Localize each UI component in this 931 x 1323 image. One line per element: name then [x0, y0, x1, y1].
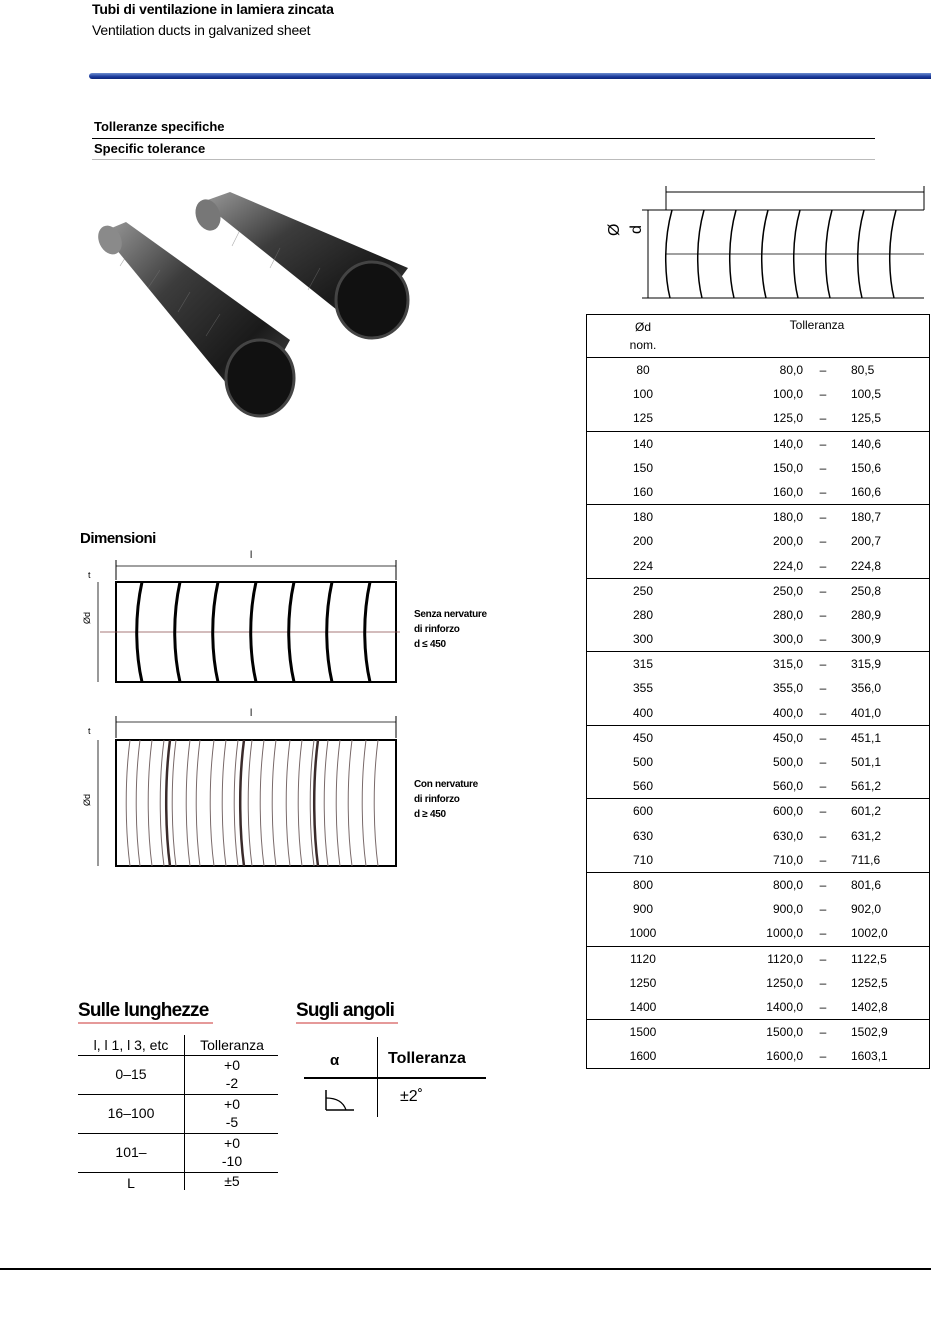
angles-title-underline — [296, 1022, 398, 1024]
table-row — [587, 799, 929, 823]
tolerance-min: 224,0 — [772, 558, 803, 573]
range-dash: – — [819, 902, 827, 917]
length-range: 0–15 — [115, 1066, 147, 1082]
tolerance-max: 1603,1 — [851, 1049, 888, 1064]
od-label: Ød — [82, 611, 92, 624]
table-row — [587, 432, 929, 456]
table-row-group — [587, 873, 929, 947]
range-dash: – — [819, 583, 827, 598]
range-dash: – — [819, 363, 827, 377]
nominal-diameter: 1000 — [629, 926, 657, 941]
nominal-diameter: 1250 — [629, 975, 657, 990]
nominal-diameter: 630 — [632, 828, 654, 843]
tolerance-min: 160,0 — [772, 484, 803, 499]
header-divider — [89, 73, 931, 79]
nominal-diameter: 315 — [632, 657, 654, 672]
table-row — [587, 750, 929, 774]
range-dash: – — [819, 926, 827, 941]
table-row — [587, 456, 929, 480]
tolerance-max: 501,1 — [851, 755, 882, 769]
tolerance-min: 355,0 — [772, 681, 803, 696]
nominal-diameter: 200 — [632, 534, 654, 549]
duct-diagram-no-ribs — [80, 548, 410, 688]
range-dash: – — [819, 828, 827, 843]
no-ribs-line3: d ≤ 450 — [414, 639, 446, 650]
tolerance-max: 224,8 — [851, 558, 882, 573]
duct-product-image — [90, 190, 420, 440]
range-dash: – — [819, 877, 827, 892]
nominal-diameter: 450 — [632, 730, 654, 745]
nominal-diameter: 1500 — [629, 1025, 657, 1040]
tolerance-min: 450,0 — [772, 730, 803, 745]
tolerance-max: 601,2 — [851, 804, 882, 819]
d-label: d — [628, 225, 645, 234]
table-row — [78, 1173, 278, 1193]
section-title-english: Specific tolerance — [94, 141, 206, 156]
range-dash: – — [819, 804, 827, 819]
range-dash: – — [819, 510, 827, 525]
lengths-title-underline — [78, 1022, 213, 1024]
range-dash: – — [819, 1049, 827, 1064]
tolerance-min: 315,0 — [772, 657, 803, 672]
tolerance-min: 1000,0 — [766, 926, 803, 941]
with-ribs-line3: d ≥ 450 — [414, 809, 446, 820]
table-row — [587, 603, 929, 627]
tolerance-column-header: Tolleranza — [789, 318, 845, 332]
length-label: l — [250, 550, 253, 561]
range-dash: – — [819, 632, 827, 647]
thickness-label: t — [88, 570, 91, 580]
table-row — [587, 554, 929, 578]
no-ribs-line2: di rinforzo — [414, 624, 460, 635]
tolerance-min: 300,0 — [772, 632, 803, 647]
table-row — [587, 873, 929, 897]
tolerance-max: 1502,9 — [851, 1025, 888, 1040]
table-row — [587, 947, 929, 971]
range-dash: – — [819, 411, 827, 426]
tolerance-max: 1002,0 — [851, 926, 888, 941]
tolerance-max: 315,9 — [851, 657, 882, 672]
range-dash: – — [819, 779, 827, 794]
with-ribs-line1: Con nervature — [414, 779, 478, 790]
table-row — [587, 579, 929, 603]
nominal-diameter: 100 — [632, 387, 654, 402]
table-row — [587, 676, 929, 700]
nominal-diameter: 300 — [632, 632, 654, 647]
table-row-group — [587, 432, 929, 506]
tolerance-max: 125,5 — [851, 411, 882, 426]
length-tolerance-value: ±5 — [224, 1173, 240, 1189]
tolerance-max: 401,0 — [851, 705, 882, 720]
table-row — [587, 824, 929, 848]
lengths-col1-header: l, l 1, l 3, etc — [93, 1037, 169, 1053]
no-ribs-label — [414, 607, 487, 652]
range-dash: – — [819, 951, 827, 966]
duct-diagram-with-ribs — [80, 706, 410, 870]
tolerance-max: 150,6 — [851, 460, 882, 475]
table-body — [587, 358, 929, 1068]
length-tolerance-plus: +0 — [224, 1096, 240, 1112]
lengths-table-header — [78, 1035, 278, 1056]
dimensions-title: Dimensioni — [80, 530, 156, 547]
nominal-diameter: 900 — [632, 902, 654, 917]
range-dash: – — [819, 730, 827, 745]
range-dash: – — [819, 999, 827, 1014]
table-row — [587, 627, 929, 651]
range-dash: – — [819, 387, 827, 402]
table-row — [587, 529, 929, 553]
no-ribs-line1: Senza nervature — [414, 609, 487, 620]
nominal-diameter: 800 — [632, 877, 654, 892]
range-dash: – — [819, 705, 827, 720]
length-range: 101– — [115, 1144, 147, 1160]
tolerance-min: 600,0 — [772, 804, 803, 819]
tolerance-min: 560,0 — [772, 779, 803, 794]
table-row-group — [587, 799, 929, 873]
nominal-diameter: 1400 — [629, 999, 657, 1014]
spiral-duct-diagram — [640, 186, 930, 304]
tolerance-max: 356,0 — [851, 681, 882, 696]
tolerance-max: 1252,5 — [851, 975, 888, 990]
tolerance-max: 1122,5 — [851, 951, 887, 966]
range-dash: – — [819, 460, 827, 475]
length-tolerance-plus: +0 — [224, 1135, 240, 1151]
tolerance-max: 561,2 — [851, 779, 882, 794]
table-row — [78, 1134, 278, 1173]
table-row — [587, 382, 929, 406]
nominal-diameter: 150 — [632, 460, 654, 475]
tolerance-min: 1400,0 — [766, 999, 803, 1014]
tolerance-min: 1500,0 — [766, 1025, 803, 1040]
nominal-diameter: 80 — [636, 363, 650, 377]
section-rule — [92, 138, 875, 139]
table-row-group — [587, 579, 929, 653]
table-row — [78, 1056, 278, 1095]
tolerance-min: 80,0 — [779, 363, 803, 377]
tolerance-min: 125,0 — [772, 411, 803, 426]
tolerance-min: 800,0 — [772, 877, 803, 892]
tolerance-max: 451,1 — [851, 730, 882, 745]
nominal-diameter: 160 — [632, 484, 654, 499]
table-header — [587, 315, 929, 358]
table-row — [587, 1020, 929, 1044]
range-dash: – — [819, 534, 827, 549]
table-row-group — [587, 358, 929, 432]
range-dash: – — [819, 558, 827, 573]
angles-title: Sugli angoli — [296, 1000, 395, 1021]
table-row — [587, 480, 929, 504]
tolerance-max: 100,5 — [851, 387, 882, 402]
diameter-tolerance-table — [586, 314, 930, 1069]
diameter-label: Ø — [606, 223, 623, 236]
table-row — [587, 774, 929, 798]
table-row-group — [587, 1020, 929, 1068]
angle-tolerance-value: ±2˚ — [400, 1088, 424, 1105]
table-row — [587, 505, 929, 529]
range-dash: – — [819, 975, 827, 990]
tolerance-min: 710,0 — [772, 852, 803, 867]
table-row — [587, 995, 929, 1019]
lengths-title: Sulle lunghezze — [78, 1000, 209, 1021]
angles-tolerance-header: Tolleranza — [388, 1050, 466, 1067]
tolerance-max: 1402,8 — [851, 999, 888, 1014]
document-title-italian: Tubi di ventilazione in lamiera zincata — [92, 1, 334, 17]
table-row — [587, 358, 929, 382]
diameter-header-label: Ød — [634, 320, 651, 334]
tolerance-min: 900,0 — [772, 902, 803, 917]
angles-table-rule — [304, 1077, 486, 1079]
tolerance-max: 711,6 — [851, 852, 881, 867]
tolerance-max: 631,2 — [851, 828, 882, 843]
tolerance-min: 1120,0 — [767, 951, 803, 966]
table-row-group — [587, 726, 929, 800]
range-dash: – — [819, 657, 827, 672]
od-label: Ød — [82, 793, 92, 806]
with-ribs-label — [414, 777, 478, 822]
with-ribs-line2: di rinforzo — [414, 794, 460, 805]
tolerance-max: 250,8 — [851, 583, 882, 598]
length-tolerance-minus: -2 — [225, 1075, 239, 1091]
nominal-diameter: 250 — [632, 583, 654, 598]
nominal-diameter: 1120 — [630, 951, 656, 966]
length-tolerance-table — [78, 1035, 278, 1193]
tolerance-min: 1600,0 — [766, 1049, 803, 1064]
table-row — [587, 701, 929, 725]
nominal-diameter: 224 — [632, 558, 654, 573]
table-row — [587, 897, 929, 921]
tolerance-max: 902,0 — [851, 902, 882, 917]
table-row — [78, 1095, 278, 1134]
nominal-diameter: 710 — [632, 852, 654, 867]
tolerance-min: 250,0 — [772, 583, 803, 598]
nominal-diameter: 400 — [632, 705, 654, 720]
length-tolerance-minus: -10 — [221, 1153, 243, 1169]
tolerance-min: 140,0 — [772, 436, 803, 451]
length-tolerance-plus: +0 — [224, 1057, 240, 1073]
diameter-column-header — [587, 318, 699, 354]
angle-icon — [322, 1088, 356, 1114]
thickness-label: t — [88, 726, 91, 736]
tolerance-max: 160,6 — [851, 484, 882, 499]
diameter-header-sub: nom. — [629, 338, 657, 352]
nominal-diameter: 125 — [632, 411, 654, 426]
table-row — [587, 406, 929, 430]
alpha-header: α — [330, 1052, 340, 1069]
nominal-diameter: 140 — [632, 436, 654, 451]
nominal-diameter: 1600 — [629, 1049, 657, 1064]
document-title-english: Ventilation ducts in galvanized sheet — [92, 22, 311, 38]
range-dash: – — [819, 607, 827, 622]
tolerance-min: 100,0 — [772, 387, 803, 402]
range-dash: – — [819, 484, 827, 499]
range-dash: – — [819, 755, 827, 769]
tolerance-min: 400,0 — [772, 705, 803, 720]
range-dash: – — [819, 436, 827, 451]
tolerance-max: 140,6 — [851, 436, 882, 451]
section-rule-light — [92, 159, 875, 160]
range-dash: – — [819, 852, 827, 867]
table-row-group — [587, 652, 929, 726]
nominal-diameter: 500 — [632, 755, 654, 769]
tolerance-min: 180,0 — [772, 510, 803, 525]
table-row — [587, 848, 929, 872]
tolerance-max: 300,9 — [851, 632, 882, 647]
table-row — [587, 1044, 929, 1068]
table-row — [587, 971, 929, 995]
tolerance-min: 200,0 — [772, 534, 803, 549]
tolerance-max: 180,7 — [851, 510, 882, 525]
length-label: l — [250, 708, 253, 719]
table-row — [587, 726, 929, 750]
footer-rule — [0, 1268, 931, 1270]
section-title-italian: Tolleranze specifiche — [94, 119, 225, 134]
nominal-diameter: 560 — [632, 779, 654, 794]
table-row — [587, 652, 929, 676]
tolerance-max: 801,6 — [851, 877, 882, 892]
tolerance-min: 500,0 — [772, 755, 803, 769]
length-tolerance-minus: -5 — [225, 1114, 239, 1130]
nominal-diameter: 355 — [632, 681, 654, 696]
range-dash: – — [819, 1025, 827, 1040]
lengths-col2-header: Tolleranza — [200, 1037, 264, 1053]
tolerance-max: 80,5 — [851, 363, 875, 377]
table-row-group — [587, 505, 929, 579]
nominal-diameter: 280 — [632, 607, 654, 622]
angles-table-divider — [377, 1037, 378, 1117]
length-range: 16–100 — [107, 1105, 155, 1121]
tolerance-min: 280,0 — [772, 607, 803, 622]
length-range: L — [127, 1175, 135, 1191]
tolerance-min: 1250,0 — [766, 975, 803, 990]
tolerance-max: 280,9 — [851, 607, 882, 622]
table-row — [587, 921, 929, 945]
range-dash: – — [819, 681, 827, 696]
tolerance-min: 630,0 — [772, 828, 803, 843]
tolerance-min: 150,0 — [772, 460, 803, 475]
tolerance-max: 200,7 — [851, 534, 882, 549]
nominal-diameter: 600 — [632, 804, 654, 819]
table-row-group — [587, 947, 929, 1021]
nominal-diameter: 180 — [632, 510, 654, 525]
